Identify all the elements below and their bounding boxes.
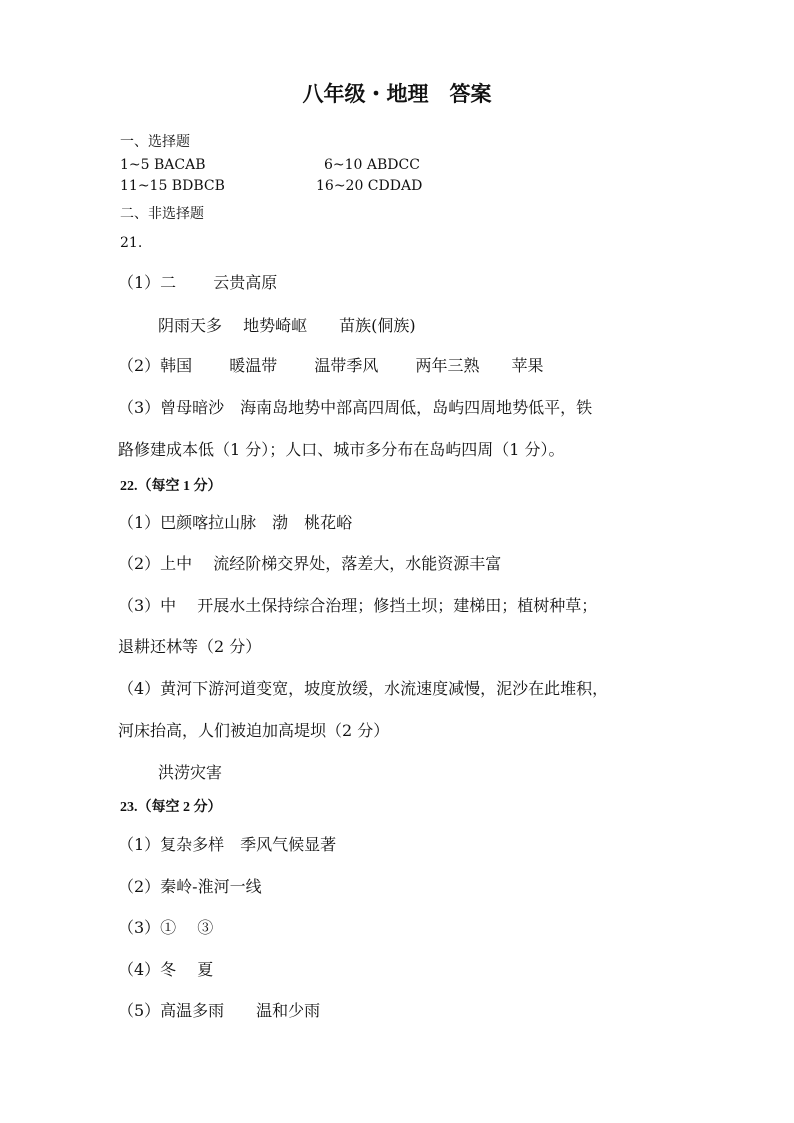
q22-line-4: 退耕还林等（2 分） <box>118 637 262 656</box>
q23-line-2: （2）秦岭-淮河一线 <box>118 877 262 896</box>
section-heading-choice: 一、选择题 <box>120 134 190 150</box>
answer-row-2-right: 16~20 CDDAD <box>316 178 423 194</box>
question-21-number: 21. <box>120 235 143 251</box>
q21-line-2: 阴雨天多 地势崎岖 苗族(侗族) <box>158 316 416 335</box>
q23-line-4: （4）冬 夏 <box>118 960 214 979</box>
question-23-heading: 23.（每空 2 分） <box>120 800 222 815</box>
question-22-heading: 22.（每空 1 分） <box>120 479 222 494</box>
q22-line-7: 洪涝灾害 <box>158 763 223 782</box>
page-title: 八年级・地理 答案 <box>302 82 492 106</box>
answer-row-1-right: 6~10 ABDCC <box>324 157 420 173</box>
q23-line-3: （3）① ③ <box>118 918 214 937</box>
q21-line-5: 路修建成本低（1 分）；人口、城市多分布在岛屿四周（1 分）。 <box>118 440 565 459</box>
answer-row-2-left: 11~15 BDBCB <box>120 178 225 194</box>
q23-line-1: （1）复杂多样 季风气候显著 <box>118 835 337 854</box>
q21-line-3: （2）韩国 暖温带 温带季风 两年三熟 苹果 <box>118 356 544 375</box>
q21-line-4: （3）曾母暗沙 海南岛地势中部高四周低，岛屿四周地势低平，铁 <box>118 398 593 417</box>
q22-line-1: （1）巴颜喀拉山脉 渤 桃花峪 <box>118 513 353 532</box>
q22-line-3: （3）中 开展水土保持综合治理；修挡土坝；建梯田；植树种草； <box>118 596 598 615</box>
q21-line-1: （1）二 云贵高原 <box>118 273 278 292</box>
q23-line-5: （5）高温多雨 温和少雨 <box>118 1001 321 1020</box>
q22-line-6: 河床抬高，人们被迫加高堤坝（2 分） <box>118 721 390 740</box>
answer-row-1-left: 1~5 BACAB <box>120 157 206 173</box>
q22-line-5: （4）黄河下游河道变宽，坡度放缓，水流速度减慢，泥沙在此堆积， <box>118 679 609 698</box>
q22-line-2: （2）上中 流经阶梯交界处，落差大，水能资源丰富 <box>118 554 502 573</box>
section-heading-nonchoice: 二、非选择题 <box>120 206 204 222</box>
